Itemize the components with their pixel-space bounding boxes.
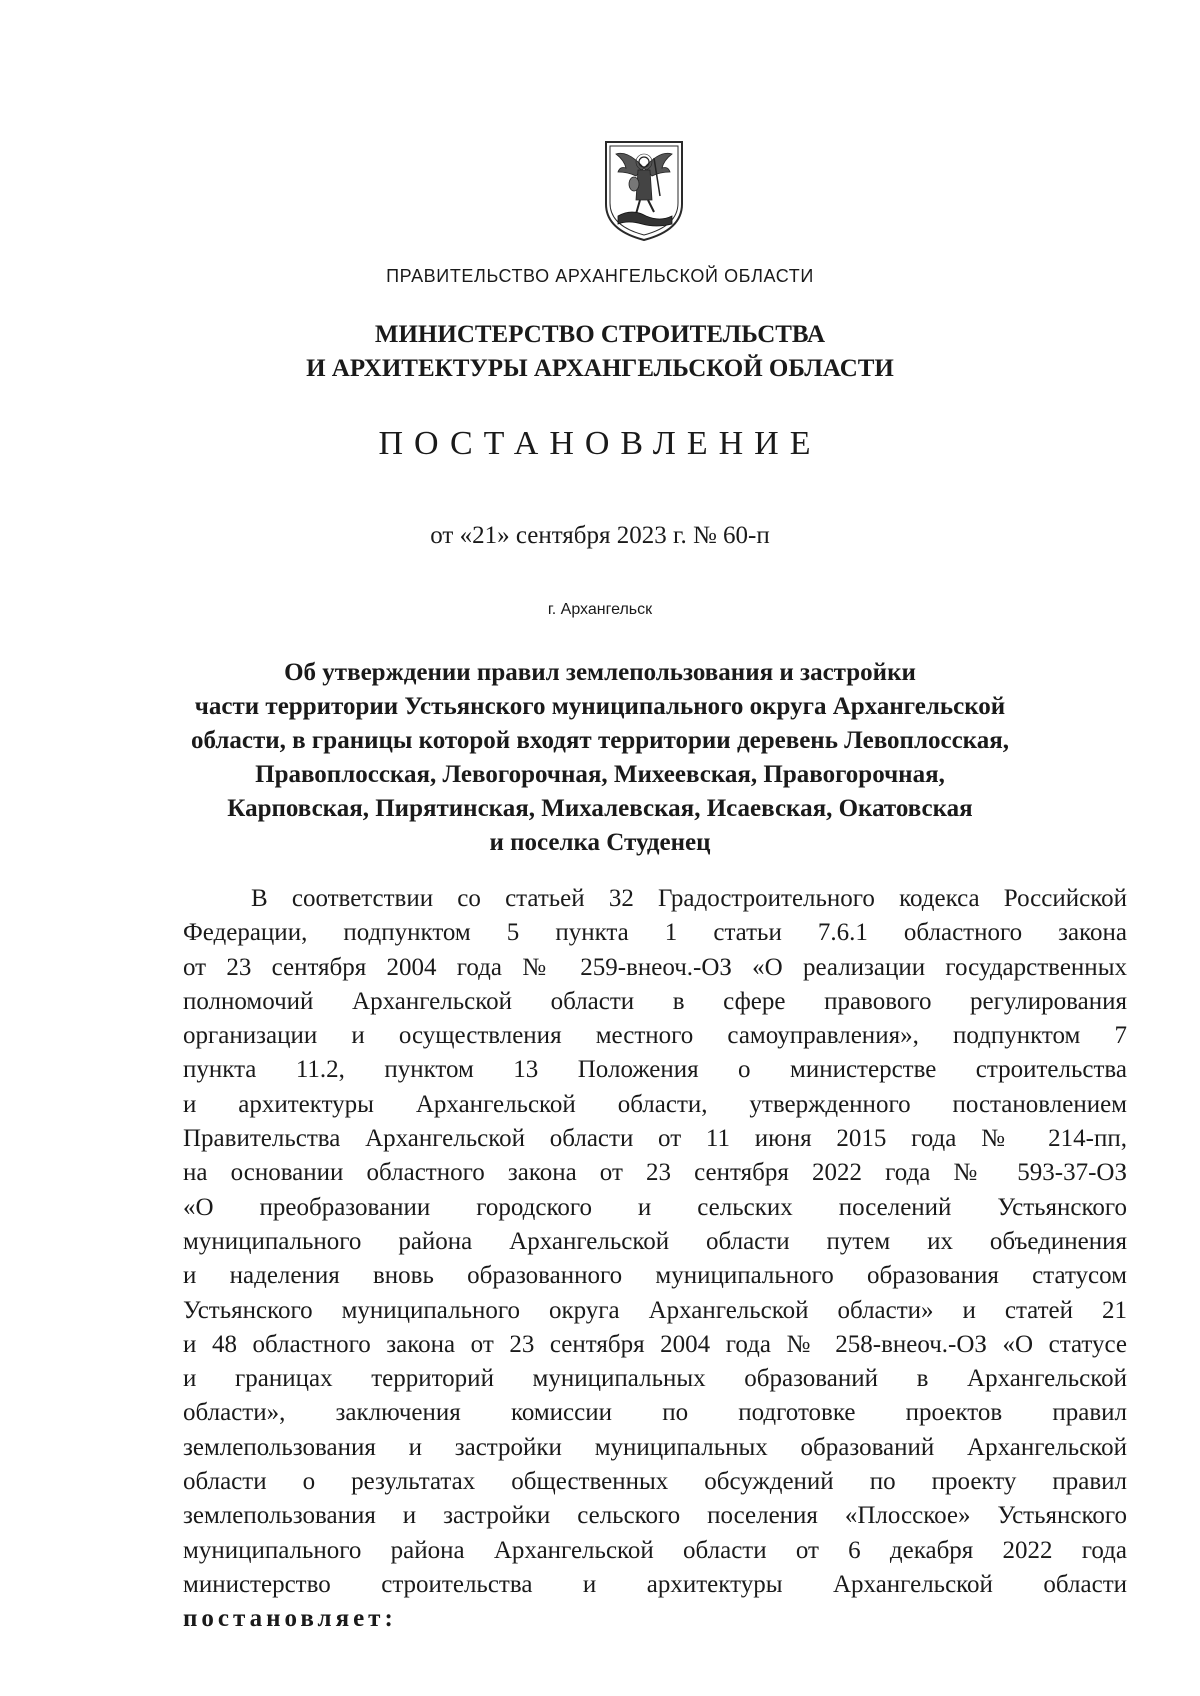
paragraph-line: на основании областного закона от 23 сентября 2022 года № 593-37-ОЗ xyxy=(183,1159,1127,1187)
title-line: области, в границы которой входят территории деревень Левоплосская, xyxy=(191,727,1009,754)
ministry-name xyxy=(0,318,1200,386)
paragraph-line: и архитектуры Архангельской области, утвержденного постановлением xyxy=(183,1090,1127,1118)
document-date-number: от «21» сентября 2023 г. № 60-п xyxy=(430,522,770,549)
paragraph-line: Устьянского муниципального округа Архангельской области» и статей 21 xyxy=(183,1296,1127,1324)
paragraph-line: Федерации, подпунктом 5 пункта 1 статьи 7.6.1 областного закона xyxy=(183,919,1127,947)
resolution-keyword: постановляет: xyxy=(183,1605,397,1633)
title-line: части территории Устьянского муниципального округа Архангельской xyxy=(194,693,1006,720)
paragraph-line: области», заключения комиссии по подготовке проектов правил xyxy=(183,1399,1127,1427)
title-line: Правоплосская, Левогорочная, Михеевская, Правогорочная, xyxy=(255,761,945,788)
paragraph-line: и 48 областного закона от 23 сентября 2004 года № 258-внеоч.-ОЗ «О статусе xyxy=(183,1330,1127,1358)
preamble-paragraph xyxy=(183,882,1127,1637)
paragraph-line: землепользования и застройки сельского поселения «Плосское» Устьянского xyxy=(183,1502,1127,1530)
document-type: ПОСТАНОВЛЕНИЕ xyxy=(378,425,822,462)
archangel-coat-of-arms-icon xyxy=(602,138,686,244)
title-line: Об утверждении правил землепользования и застройки xyxy=(284,659,916,686)
paragraph-line: министерство строительства и архитектуры Архангельской области xyxy=(183,1570,1127,1598)
paragraph-line: от 23 сентября 2004 года № 259-внеоч.-ОЗ «О реализации государственных xyxy=(183,953,1127,981)
paragraph-line: муниципального района Архангельской области от 6 декабря 2022 года xyxy=(183,1536,1127,1564)
document-city: г. Архангельск xyxy=(547,601,653,618)
paragraph-line: и границах территорий муниципальных образований в Архангельской xyxy=(183,1365,1127,1393)
ministry-name-line: МИНИСТЕРСТВО СТРОИТЕЛЬСТВА xyxy=(374,321,826,348)
paragraph-line: пункта 11.2, пунктом 13 Положения о министерстве строительства xyxy=(183,1056,1127,1084)
paragraph-line: «О преобразовании городского и сельских поселений Устьянского xyxy=(183,1193,1127,1221)
paragraph-line: Правительства Архангельской области от 11 июня 2015 года № 214-пп, xyxy=(183,1125,1127,1153)
paragraph-line: муниципального района Архангельской области путем их объединения xyxy=(183,1227,1127,1255)
paragraph-line: полномочий Архангельской области в сфере правового регулирования xyxy=(183,987,1127,1015)
title-line: и поселка Студенец xyxy=(489,829,711,856)
paragraph-line: землепользования и застройки муниципальных образований Архангельской xyxy=(183,1433,1127,1461)
government-name: ПРАВИТЕЛЬСТВО АРХАНГЕЛЬСКОЙ ОБЛАСТИ xyxy=(386,266,814,286)
paragraph-line: В соответствии со статьей 32 Градостроительного кодекса Российской xyxy=(251,885,1127,912)
ministry-name-line: И АРХИТЕКТУРЫ АРХАНГЕЛЬСКОЙ ОБЛАСТИ xyxy=(306,355,894,382)
paragraph-line: области о результатах общественных обсуждений по проекту правил xyxy=(183,1468,1127,1496)
document-title xyxy=(140,656,1060,860)
paragraph-line: и наделения вновь образованного муниципального образования статусом xyxy=(183,1262,1127,1290)
paragraph-line: организации и осуществления местного самоуправления», подпунктом 7 xyxy=(183,1022,1127,1050)
title-line: Карповская, Пирятинская, Михалевская, Исаевская, Окатовская xyxy=(227,795,973,822)
